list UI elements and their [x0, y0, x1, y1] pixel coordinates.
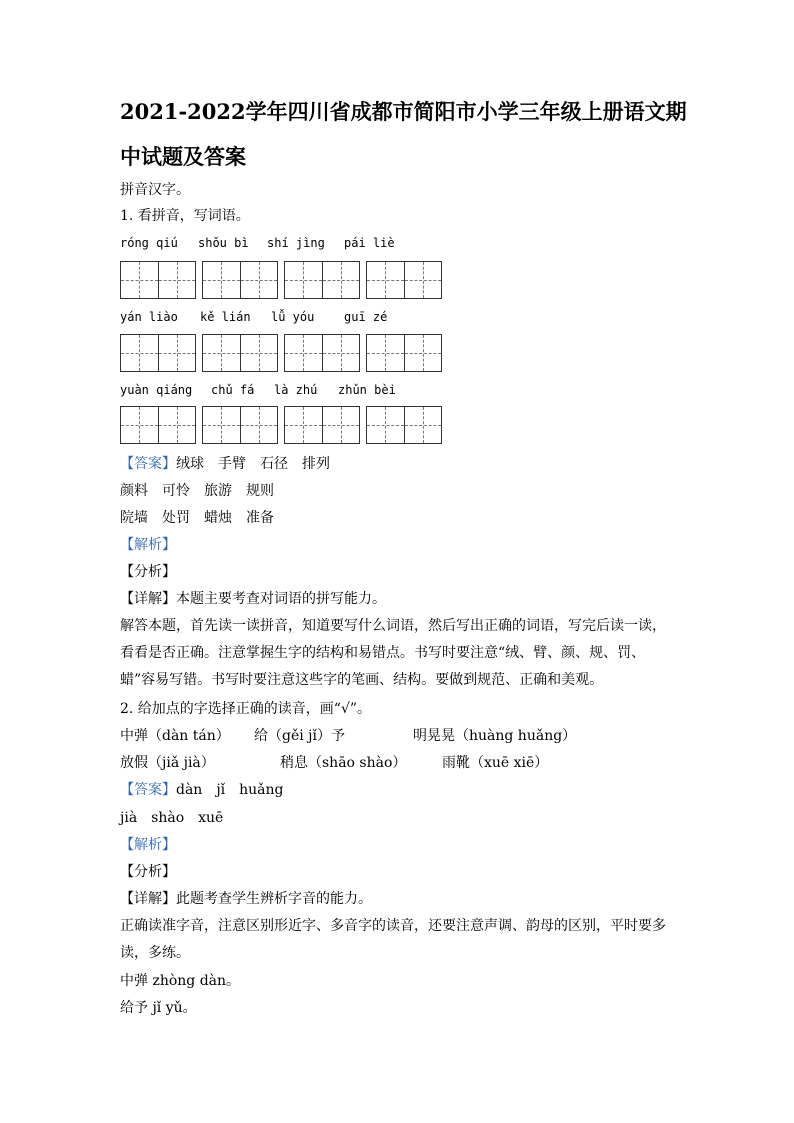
writing-box[interactable] [202, 406, 278, 444]
reading-option: 给（gěi jǐ）予 [254, 728, 345, 744]
document-title-line-1: 2021-2022学年四川省成都市简阳市小学三年级上册语文期 [120, 99, 687, 124]
pinyin-word: lǚ yóu [271, 310, 315, 324]
q1-answer-line-3: 院墙 处罚 蜡烛 准备 [120, 510, 274, 526]
reading-option: 放假（jiǎ jià） [120, 755, 215, 771]
pinyin-word: kě lián [200, 310, 251, 324]
q1-answer-line-2: 颜料 可怜 旅游 规则 [120, 483, 274, 499]
pinyin-word: róng qiú [120, 236, 178, 250]
reading-option: 稍息（shāo shào） [280, 755, 407, 771]
writing-box[interactable] [366, 334, 442, 372]
pinyin-word: chǔ fá [211, 383, 255, 397]
pinyin-word: guī zé [344, 310, 388, 324]
detail-label: 【详解】 [120, 891, 176, 907]
q2-jiexi-label: 【解析】 [120, 837, 176, 853]
writing-box[interactable] [366, 406, 442, 444]
reading-option: 雨靴（xuē xiē） [442, 755, 549, 771]
q1-jiexi-label: 【解析】 [120, 537, 176, 553]
answer-label: 【答案】 [120, 456, 176, 472]
pinyin-word: yán liào [120, 310, 178, 324]
pinyin-word: shǒu bì [198, 236, 249, 250]
writing-box[interactable] [120, 406, 196, 444]
writing-box[interactable] [284, 261, 360, 299]
answer-text: 绒球 手臂 石径 排列 [176, 456, 330, 472]
q2-example-1: 中弹 zhòng dàn。 [120, 973, 241, 989]
q2-example-2: 给予 jǐ yǔ。 [120, 1000, 197, 1016]
writing-box[interactable] [284, 334, 360, 372]
reading-option: 明晃晃（huàng huǎng） [413, 728, 577, 744]
q2-options-row-1 [120, 727, 680, 745]
answer-text: dàn jǐ huǎng [176, 782, 284, 798]
q1-explanation: 解答本题，首先读一读拼音，知道要写什么词语，然后写出正确的词语，写完后读一读，看看是否正确。注意掌握生字的结构和易错点。书写时要注意“绒、臂、颜、规、罚、蜡”容易写错。书写时要注意这些字的笔画、结构。要做到规范、正确和美观。 [120, 618, 666, 688]
q1-answer-line-1 [120, 455, 330, 473]
q2-answer-line-2: jià shào xuē [120, 810, 224, 826]
detail-text: 此题考查学生辨析字音的能力。 [176, 891, 372, 907]
writing-box[interactable] [366, 261, 442, 299]
q2-fenxi-label: 【分析】 [120, 864, 176, 880]
writing-box[interactable] [120, 334, 196, 372]
reading-option: 中弹（dàn tán） [120, 728, 230, 744]
pinyin-word: shí jìng [267, 236, 325, 250]
q1-prompt: 1. 看拼音，写词语。 [120, 208, 250, 224]
q1-fenxi-label: 【分析】 [120, 564, 176, 580]
detail-label: 【详解】 [120, 591, 176, 607]
q2-detail [120, 890, 372, 908]
document-title-line-2: 中试题及答案 [120, 144, 246, 169]
writing-box[interactable] [202, 261, 278, 299]
writing-box[interactable] [202, 334, 278, 372]
q2-options-row-2 [120, 754, 680, 772]
pinyin-word: là zhú [274, 383, 318, 397]
pinyin-word: pái liè [344, 236, 395, 250]
section-heading: 拼音汉字。 [120, 182, 190, 198]
q2-prompt: 2. 给加点的字选择正确的读音，画“√”。 [120, 701, 372, 717]
q2-answer-line-1 [120, 781, 284, 799]
q1-detail [120, 590, 386, 608]
answer-label: 【答案】 [120, 782, 176, 798]
writing-box[interactable] [120, 261, 196, 299]
detail-text: 本题主要考查对词语的拼写能力。 [176, 591, 386, 607]
q2-explanation: 正确读准字音，注意区别形近字、多音字的读音，还要注意声调、韵母的区别，平时要多读，多练。 [120, 918, 666, 961]
pinyin-word: yuàn qiáng [120, 383, 193, 397]
writing-box[interactable] [284, 406, 360, 444]
pinyin-word: zhǔn bèi [338, 383, 396, 397]
